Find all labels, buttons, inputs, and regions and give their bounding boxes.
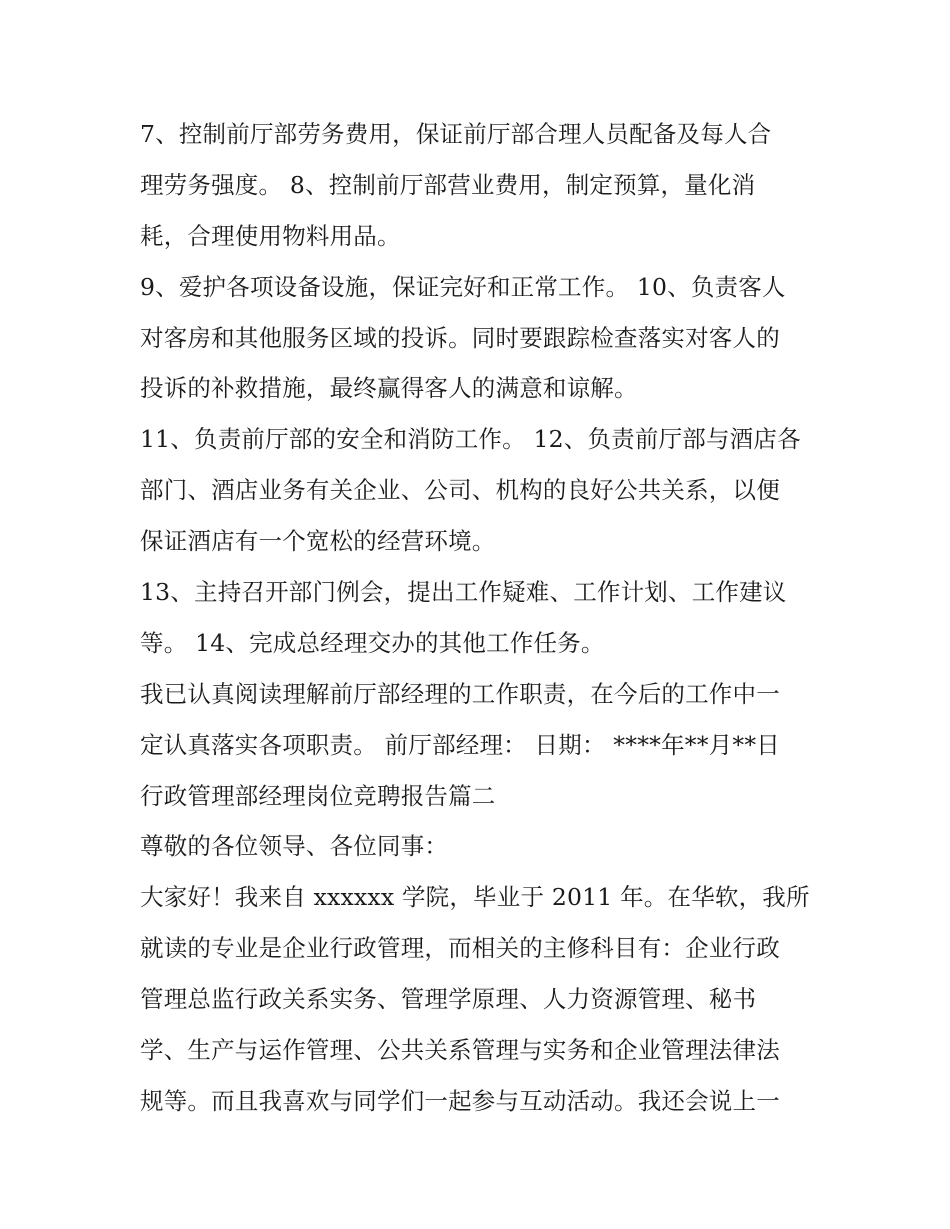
text-line-17: 就读的专业是企业行政管理，而相关的主修科目有：企业行政 xyxy=(140,934,780,963)
text-line-3: 耗，合理使用物料用品。 xyxy=(140,221,401,250)
text-line-13: 定认真落实各项职责。 前厅部经理： 日期： ****年**月**日 xyxy=(140,730,781,759)
text-line-8: 部门、酒店业务有关企业、公司、机构的良好公共关系，以便 xyxy=(140,476,780,505)
text-line-7: 11、负责前厅部的安全和消防工作。 12、负责前厅部与酒店各 xyxy=(140,425,801,454)
section-heading: 行政管理部经理岗位竞聘报告篇二 xyxy=(140,781,496,810)
text-line-5: 对客房和其他服务区域的投诉。同时要跟踪检查落实对客人的 xyxy=(140,323,780,352)
text-line-19: 学、生产与运作管理、公共关系管理与实务和企业管理法律法 xyxy=(140,1036,780,1065)
text-line-6: 投诉的补救措施，最终赢得客人的满意和谅解。 xyxy=(140,374,638,403)
text-line-16: 大家好！我来自 xxxxxx 学院，毕业于 2011 年。在华软，我所 xyxy=(140,883,810,912)
text-line-9: 保证酒店有一个宽松的经营环境。 xyxy=(140,527,496,556)
text-line-11: 等。 14、完成总经理交办的其他工作任务。 xyxy=(140,628,605,657)
document-body xyxy=(140,109,820,1127)
text-line-1: 7、控制前厅部劳务费用，保证前厅部合理人员配备及每人合 xyxy=(140,120,772,148)
text-line-18: 管理总监行政关系实务、管理学原理、人力资源管理、秘书 xyxy=(140,985,757,1014)
text-line-12: 我已认真阅读理解前厅部经理的工作职责，在今后的工作中一 xyxy=(140,679,780,708)
text-line-2: 理劳务强度。 8、控制前厅部营业费用，制定预算，量化消 xyxy=(140,170,756,199)
text-line-10: 13、主持召开部门例会，提出工作疑难、工作计划、工作建议 xyxy=(140,578,787,607)
text-line-4: 9、爱护各项设备设施，保证完好和正常工作。 10、负责客人 xyxy=(140,272,786,301)
text-line-20: 规等。而且我喜欢与同学们一起参与互动活动。我还会说上一 xyxy=(140,1086,780,1115)
salutation-line: 尊敬的各位领导、各位同事： xyxy=(140,832,449,861)
